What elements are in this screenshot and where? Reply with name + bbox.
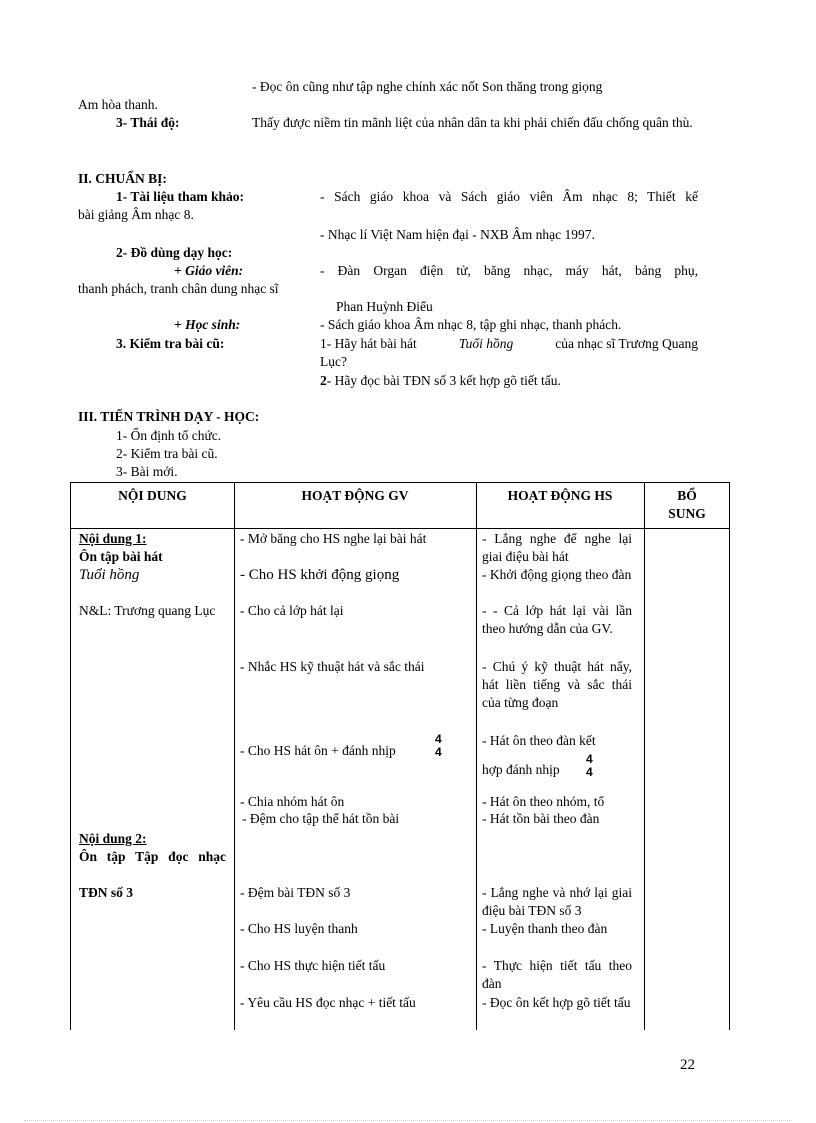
header-divider <box>71 528 729 529</box>
check-q2-num: 2 <box>320 373 327 388</box>
check-q2-text: - Hãy đọc bài TĐN số 3 kết hợp gõ tiết tấu. <box>326 373 561 388</box>
header-extra-line1: BỔ <box>677 488 697 503</box>
ref-text-2: - Nhạc lí Việt Nam hiện đại - NXB Âm nhạc 1997. <box>320 227 595 242</box>
gv-item: - Nhắc HS kỹ thuật hát và sắc thái <box>240 659 425 674</box>
teacher-text-cont: thanh phách, tranh chân dung nhạc sĩ <box>78 281 279 296</box>
objective-line: - Đọc ôn cũng như tập nghe chính xác nốt Son thăng trong giọng <box>252 79 603 94</box>
student-label: + Học sinh: <box>174 317 241 332</box>
process-step-2: 2- Kiểm tra bài cũ. <box>116 446 218 461</box>
teacher-label: + Giáo viên: <box>174 263 244 278</box>
check-question-2 <box>320 372 561 390</box>
col-divider <box>476 483 477 1030</box>
attitude-label: 3- Thái độ: <box>116 115 180 130</box>
hs-item: - - Cả lớp hát lại vài lần theo hướng dẫn của GV. <box>482 603 632 636</box>
process-step-3: 3- Bài mới. <box>116 464 178 479</box>
content-1-title: Nội dung 1: <box>79 531 147 546</box>
time-sig-bottom: 4 <box>435 745 442 759</box>
header-student: HOẠT ĐỘNG HS <box>507 488 613 503</box>
check-question-1 <box>320 335 698 353</box>
time-signature <box>435 733 442 759</box>
content-1-author: N&L: Trương quang Lục <box>79 603 216 618</box>
attitude-text: Thấy được niềm tin mãnh liệt của nhân dân ta khi phải chiến đấu chống quân thù. <box>252 115 693 130</box>
page-bottom-divider <box>24 1120 792 1121</box>
gv-item: - Chia nhóm hát ôn <box>240 794 345 809</box>
objective-line-cont: Am hòa thanh. <box>78 97 158 112</box>
content-2-title: Nội dung 2: <box>79 831 147 846</box>
process-step-1: 1- Ổn định tổ chức. <box>116 428 222 443</box>
hs-item: - Lắng nghe và nhớ lại giai điệu bài TĐN số 3 <box>482 885 632 918</box>
ref-text: - Sách giáo khoa và Sách giáo viên Âm nhạc 8; Thiết kế <box>320 189 698 204</box>
check-q1-song: Tuổi hồng <box>458 336 514 351</box>
header-content: NỘI DUNG <box>118 488 187 503</box>
gv-item: - Đệm bài TĐN số 3 <box>240 885 351 900</box>
content-1-song: Tuổi hồng <box>79 567 140 583</box>
hs-item: - Khởi động giọng theo đàn <box>482 567 632 582</box>
header-extra-line2: SUNG <box>668 506 706 521</box>
col-divider <box>644 483 645 1030</box>
content-1-sub: Ôn tập bài hát <box>79 549 163 564</box>
gv-item: - Cho cả lớp hát lại <box>240 603 344 618</box>
hs-item: - Hát ôn theo đàn kết <box>482 733 596 748</box>
ref-text-cont: bài giảng Âm nhạc 8. <box>78 207 194 222</box>
ref-label: 1- Tài liệu tham khảo: <box>116 189 245 204</box>
section-process-title: III. TIẾN TRÌNH DẠY - HỌC: <box>78 409 260 424</box>
content-2-tdn: TĐN số 3 <box>79 885 134 900</box>
hs-item: - Lắng nghe để nghe lại giai điệu bài hát <box>482 531 632 564</box>
header-extra <box>644 487 730 523</box>
time-sig-bottom: 4 <box>586 765 593 779</box>
hs-item: - Hát tồn bài theo đàn <box>482 811 600 826</box>
time-signature <box>586 753 593 779</box>
col-divider <box>234 483 235 1030</box>
hs-item: - Hát ôn theo nhóm, tổ <box>482 794 605 809</box>
check-label: 3. Kiểm tra bài cũ: <box>116 336 225 351</box>
hs-item: - Đọc ôn kết hợp gõ tiết tấu <box>482 995 631 1010</box>
gv-item: - Cho HS luyện thanh <box>240 921 358 936</box>
gv-item: - Mở băng cho HS nghe lại bài hát <box>240 531 427 546</box>
content-2-sub: Ôn tập Tập đọc nhạc <box>79 849 226 864</box>
hs-item: - Chú ý kỹ thuật hát nẩy, hát liền tiếng và sắc thái của từng đoạn <box>482 659 632 710</box>
gv-item: - Cho HS thực hiện tiết tấu <box>240 958 386 973</box>
check-q1-b: của nhạc sĩ Trương Quang <box>555 336 698 351</box>
section-prep-title: II. CHUẨN BỊ: <box>78 171 167 186</box>
check-q1-a: 1- Hãy hát bài hát <box>320 336 417 351</box>
hs-item: - Luyện thanh theo đàn <box>482 921 608 936</box>
gv-item: - Cho HS hát ôn + đánh nhịp <box>240 743 396 758</box>
lesson-table <box>70 482 730 1030</box>
time-sig-top: 4 <box>586 752 593 766</box>
time-sig-top: 4 <box>435 732 442 746</box>
gv-item: - Yêu cầu HS đọc nhạc + tiết tấu <box>240 995 416 1010</box>
hs-item: - Thực hiện tiết tấu theo đàn <box>482 958 632 991</box>
gv-item: - Đệm cho tập thể hát tồn bài <box>242 811 400 826</box>
student-text: - Sách giáo khoa Âm nhạc 8, tập ghi nhạc, thanh phách. <box>320 317 622 332</box>
teacher-text: - Đàn Organ điện tử, băng nhạc, máy hát, bảng phụ, <box>320 263 698 278</box>
hs-item: hợp đánh nhịp <box>482 762 560 777</box>
header-teacher: HOẠT ĐỘNG GV <box>301 488 409 503</box>
gv-item: - Cho HS khởi động giọng <box>240 567 400 583</box>
teacher-text-2: Phan Huỳnh Điểu <box>336 299 433 314</box>
check-q1-cont: Lục? <box>320 354 347 369</box>
tools-label: 2- Đồ dùng dạy học: <box>116 245 233 260</box>
page-number: 22 <box>680 1057 695 1073</box>
